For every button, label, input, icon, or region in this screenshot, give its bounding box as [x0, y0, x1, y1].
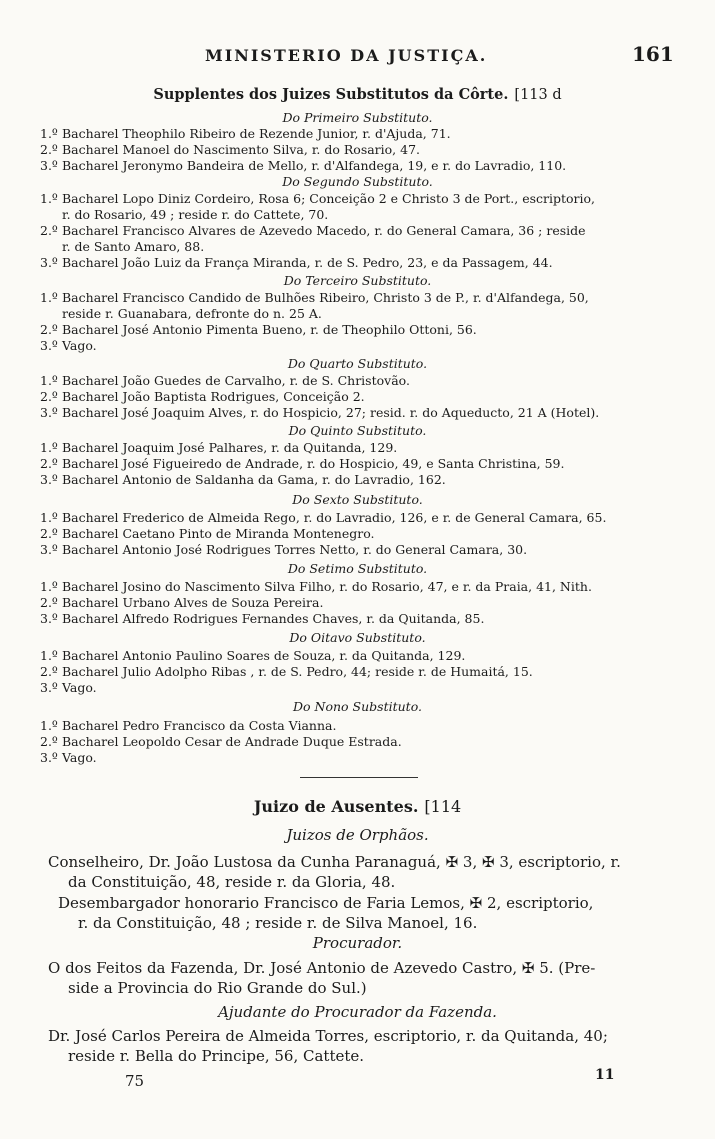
list-item: 2.º Bacharel Manoel do Nascimento Silva, r. do Rosario, 47.: [40, 142, 421, 157]
list-item: 1.º Bacharel Antonio Paulino Soares de Souza, r. da Quitanda, 129.: [40, 648, 466, 663]
list-item: 3.º Bacharel Jeronymo Bandeira de Mello, r. d'Alfandega, 19, e r. do Lavradio, 110.: [40, 158, 567, 173]
subheading: Do Segundo Substituto.: [282, 174, 433, 189]
subheading: Do Quarto Substituto.: [287, 356, 428, 371]
signature-mark: 75: [125, 1072, 145, 1090]
list-item: 3.º Bacharel Antonio José Rodrigues Torres Netto, r. do General Camara, 30.: [40, 542, 528, 557]
list-item: 2.º Bacharel José Antonio Pimenta Bueno, r. de Theophilo Ottoni, 56.: [40, 322, 477, 337]
list-item: 2.º Bacharel José Figueiredo de Andrade, r. do Hospicio, 49, e Santa Christina, 59.: [40, 456, 565, 471]
subheading: Ajudante do Procurador da Fazenda.: [218, 1003, 497, 1021]
section-divider: [300, 777, 418, 778]
list-item: 1.º Bacharel Pedro Francisco da Costa Vianna.: [40, 718, 337, 733]
list-item: 2.º Bacharel Julio Adolpho Ribas , r. de S. Pedro, 44; reside r. de Humaitá, 15.: [40, 664, 533, 679]
list-item: Desembargador honorario Francisco de Faria Lemos, ✠ 2, escriptorio, r. da Constituição, 48 ; reside r. de Silva Manoel, 16.: [58, 894, 594, 932]
subheading: Do Oitavo Substituto.: [289, 630, 426, 645]
subheading: Do Sexto Substituto.: [292, 492, 423, 507]
running-head: MINISTERIO DA JUSTIÇA.: [205, 46, 488, 65]
list-item: 2.º Bacharel João Baptista Rodrigues, Conceição 2.: [40, 389, 365, 404]
list-item: 1.º Bacharel Theophilo Ribeiro de Rezende Junior, r. d'Ajuda, 71.: [40, 126, 451, 141]
section-ref: [113 d: [514, 87, 562, 103]
list-item: 1.º Bacharel Frederico de Almeida Rego, r. do Lavradio, 126, e r. de General Camara, 65.: [40, 510, 607, 525]
subheading: Do Nono Substituto.: [293, 699, 422, 714]
subheading: Do Quinto Substituto.: [288, 423, 427, 438]
list-item: 3.º Vago.: [40, 680, 97, 695]
list-item: 2.º Bacharel Caetano Pinto de Miranda Montenegro.: [40, 526, 375, 541]
list-item: Dr. José Carlos Pereira de Almeida Torres, escriptorio, r. da Quitanda, 40; reside r. Bella do Principe, 56, Cattete.: [48, 1027, 608, 1065]
list-item: 3.º Bacharel Alfredo Rodrigues Fernandes Chaves, r. da Quitanda, 85.: [40, 611, 485, 626]
list-item: 1.º Bacharel Lopo Diniz Cordeiro, Rosa 6; Conceição 2 e Christo 3 de Port., escriptorio, r. do Rosario, 49 ; reside r. do Cattete, 70.: [40, 191, 596, 222]
list-item: 1.º Bacharel João Guedes de Carvalho, r. de S. Christovão.: [40, 373, 410, 388]
list-item: 3.º Vago.: [40, 338, 97, 353]
list-item: 2.º Bacharel Francisco Alvares de Azevedo Macedo, r. do General Camara, 36 ; reside r. de Santo Amaro, 88.: [40, 223, 586, 254]
list-item: 3.º Bacharel João Luiz da França Miranda, r. de S. Pedro, 23, e da Passagem, 44.: [40, 255, 553, 270]
section-ref: [114: [424, 797, 462, 816]
list-item: 1.º Bacharel Francisco Candido de Bulhões Ribeiro, Christo 3 de P., r. d'Alfandega, 50, reside r. Guanabara, defronte do n. 25 A.: [40, 290, 589, 321]
list-item: 2.º Bacharel Urbano Alves de Souza Pereira.: [40, 595, 324, 610]
sheet-number: 11: [595, 1067, 615, 1083]
list-item: 3.º Bacharel Antonio de Saldanha da Gama, r. do Lavradio, 162.: [40, 472, 446, 487]
list-item: O dos Feitos da Fazenda, Dr. José Antonio de Azevedo Castro, ✠ 5. (Pre- side a Provincia do Rio Grande do Sul.): [48, 959, 596, 997]
list-item: Conselheiro, Dr. João Lustosa da Cunha Paranaguá, ✠ 3, ✠ 3, escriptorio, r. da Constituição, 48, reside r. da Gloria, 48.: [48, 853, 621, 891]
subheading: Do Primeiro Substituto.: [282, 110, 433, 125]
list-item: 3.º Vago.: [40, 750, 97, 765]
list-item: 1.º Bacharel Joaquim José Palhares, r. da Quitanda, 129.: [40, 440, 398, 455]
section-title-supplentes: Supplentes dos Juizes Substitutos da Côrte. [113 d: [153, 86, 562, 103]
list-item: 1.º Bacharel Josino do Nascimento Silva Filho, r. do Rosario, 47, e r. da Praia, 41, Nith.: [40, 579, 592, 594]
subheading: Do Setimo Substituto.: [287, 561, 428, 576]
section-title-ausentes: Juizo de Ausentes. [114: [253, 797, 462, 816]
subheading: Juizos de Orphãos.: [286, 826, 429, 844]
list-item: 2.º Bacharel Leopoldo Cesar de Andrade Duque Estrada.: [40, 734, 402, 749]
page-number: 161: [632, 42, 674, 66]
subheading: Do Terceiro Substituto.: [283, 273, 432, 288]
subheading: Procurador.: [312, 934, 403, 952]
list-item: 3.º Bacharel José Joaquim Alves, r. do Hospicio, 27; resid. r. do Aqueducto, 21 A (Hotel).: [40, 405, 600, 420]
